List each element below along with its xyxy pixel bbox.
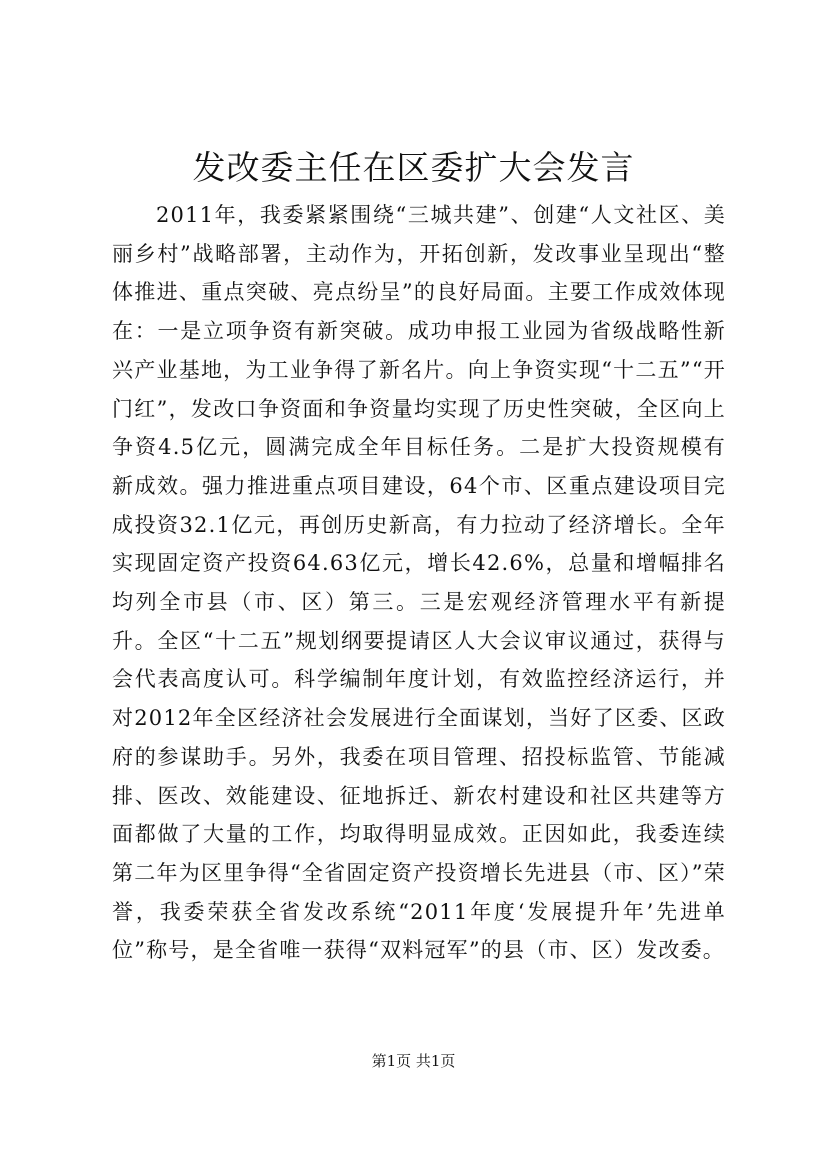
body-paragraph: 2011年，我委紧紧围绕“三城共建”、创建“人文社区、美丽乡村”战略部署，主动作为，开拓创新，发改事业呈现出“整体推进、重点突破、亮点纷呈”的良好局面。主要工作成效体现在：一是立项争资有新突破。成功申报工业园为省级战略性新兴产业基地，为工业争得了新名片。向上争资实现“十二五”“开门红”，发改口争资面和争资量均实现了历史性突破，全区向上争资4.5亿元，圆满完成全年目标任务。二是扩大投资规模有新成效。强力推进重点项目建设，64个市、区重点建设项目完成投资32.1亿元，再创历史新高，有力拉动了经济增长。全年实现固定资产投资64.63亿元，增长42.6%，总量和增幅排名均列全市县（市、区）第三。三是宏观经济管理水平有新提升。全区“十二五”规划纲要提请区人大会议审议通过，获得与会代表高度认可。科学编制年度计划，有效监控经济运行，并对2012年全区经济社会发展进行全面谋划，当好了区委、区政府的参谋助手。另外，我委在项目管理、招投标监管、节能减排、医改、效能建设、征地拆迁、新农村建设和社区共建等方面都做了大量的工作，均取得明显成效。正因如此，我委连续第二年为区里争得“全省固定资产投资增长先进县（市、区）”荣誉，我委荣获全省发改系统“2011年度‘发展提升年’先进单位”称号，是全省唯一获得“双料冠军”的县（市、区）发改委。 (112, 203, 726, 963)
document-title: 发改委主任在区委扩大会发言 (192, 148, 635, 187)
page-number: 第1页 共1页 (371, 1052, 456, 1070)
